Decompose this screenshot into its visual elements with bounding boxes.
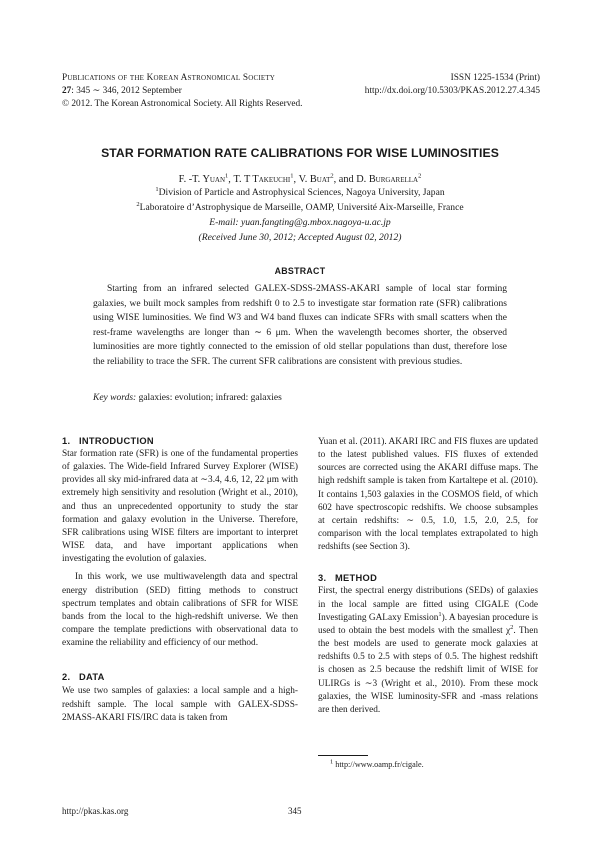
data-paragraph-continued: Yuan et al. (2011). AKARI IRC and FIS fluxes are updated to the latest published values. FIS fluxes of extended sources are corrected using the AKARI diffuse maps. The high redshift sample is taken from Kartaltepe et al. (2010). It contains 1,503 galaxies in the COSMOS field, of which 602 have spectroscopic redshifts. We choose subsamples at certain redshifts: ∼ 0.5, 1.0, 1.5, 2.0, 2.5, for comparison with the local templates extrapolated to high redshifts (see Section 3).	[318, 437, 538, 553]
issn-doi-header	[365, 72, 540, 98]
affil-marker: 1	[225, 172, 229, 180]
section-heading-data	[62, 672, 298, 682]
section-number: 2.	[62, 672, 71, 683]
author-name: T. T Takeuchi	[233, 174, 291, 185]
affil-marker: 1	[155, 185, 159, 193]
journal-header	[62, 72, 302, 111]
author-name: D. Burgarella	[356, 174, 419, 185]
separator: ,	[293, 174, 299, 185]
keywords	[93, 391, 507, 405]
doi-link[interactable]: http://dx.doi.org/10.5303/PKAS.2012.27.4.345	[364, 86, 540, 96]
footnote-marker: 1	[330, 758, 334, 766]
author-name: F. -T. Yuan	[178, 174, 226, 185]
method-text: First, the spectral energy distributions (SEDs) of galaxies in the local sample are fitted using CIGALE (Code Investigating GALaxy Emission	[318, 586, 538, 623]
affil-marker: 1	[290, 172, 294, 180]
pages-date: : 345 ∼ 346, 2012 September	[71, 86, 182, 96]
footnote	[330, 760, 424, 769]
affiliations	[0, 185, 600, 245]
method-text: ). A bayesian procedure is used to obtain the best models with the smallest χ	[318, 612, 538, 636]
page-number: 345	[288, 806, 302, 816]
keywords-label: Key words:	[93, 393, 137, 403]
method-paragraph-1	[318, 585, 538, 717]
data-paragraph-1: We use two samples of galaxies: a local sample and a high-redshift sample. The local sample with GALEX-SDSS-2MASS-AKARI FIS/IRC data is taken from	[62, 686, 298, 723]
paper-title: STAR FORMATION RATE CALIBRATIONS FOR WISE LUMINOSITIES	[101, 146, 499, 160]
method-text: . Then the best models are used to generate mock galaxies at redshifts 0.5 to 2.5 with steps of 0.5. The highest redshift is chosen as 2.5 because the redshift limit of WISE for ULIRGs is ∼3 (Wright et al., 2010). From these mock galaxies, the WISE luminosity-SFR and -mass relations are then derived.	[318, 625, 538, 715]
keywords-text: galaxies: evolution; infrared: galaxies	[136, 393, 282, 403]
footer-url[interactable]: http://pkas.kas.org	[62, 806, 129, 816]
intro-paragraph-2: In this work, we use multiwavelength data and spectral energy distribution (SED) fitting methods to construct spectrum templates and obtain calibrations of SFR for WISE bands from the local to the high-redshift universe. We then compare the template predictions with observational data to examine the reliability and efficiency of our method.	[62, 572, 298, 649]
superscript: 2	[510, 623, 514, 631]
received-dates: (Received June 30, 2012; Accepted August 02, 2012)	[198, 232, 402, 243]
issn: ISSN 1225-1534 (Print)	[450, 73, 540, 83]
footnote-link[interactable]: http://www.oamp.fr/cigale.	[333, 760, 424, 769]
section-title: METHOD	[335, 573, 378, 584]
separator: ,	[228, 174, 234, 185]
abstract-heading: ABSTRACT	[274, 266, 326, 276]
right-column	[318, 436, 538, 717]
section-heading-method	[318, 573, 538, 583]
volume-number: 27	[62, 86, 72, 96]
affiliation-text: Division of Particle and Astrophysical Sciences, Nagoya University, Japan	[158, 187, 445, 198]
copyright: © 2012. The Korean Astronomical Society. All Rights Reserved.	[62, 99, 303, 109]
affil-marker: 2	[330, 172, 334, 180]
email[interactable]: E-mail: yuan.fangting@g.mbox.nagoya-u.ac.jp	[209, 217, 391, 228]
author-name: V. Buat	[298, 174, 331, 185]
affil-marker: 2	[418, 172, 422, 180]
section-number: 1.	[62, 436, 71, 446]
affil-marker: 2	[136, 200, 140, 208]
section-heading-introduction	[62, 436, 298, 446]
section-title: DATA	[79, 672, 105, 683]
footnote-divider	[318, 755, 368, 756]
separator: , and	[333, 174, 357, 185]
affiliation-2	[0, 200, 600, 215]
intro-paragraph-1: Star formation rate (SFR) is one of the fundamental properties of galaxies. The Wide-field Infrared Survey Explorer (WISE) provides all sky mid-infrared data at ∼3.4, 4.6, 12, 22 μm with extremely high sensitivity and resolution (Wright et al., 2010), and thus an unprecedented opportunity to study the star formation and galaxy evolution in the Universe. Therefore, SFR calibrations using WISE filters are important to interpret WISE data, and have important applications when investigating the evolution of galaxies.	[62, 449, 298, 565]
section-title: INTRODUCTION	[79, 436, 154, 446]
affiliation-1	[0, 185, 600, 200]
volume-info	[62, 85, 302, 98]
affiliation-text: Laboratoire d’Astrophysique de Marseille, OAMP, Université Aix-Marseille, France	[139, 202, 464, 213]
left-column	[62, 436, 298, 725]
abstract-text: Starting from an infrared selected GALEX-SDSS-2MASS-AKARI sample of local star forming galaxies, we built mock samples from redshift 0 to 2.5 to investigate star formation rate (SFR) calibrations using WISE luminosities. We find W3 and W4 band fluxes can indicate SFRs with small scatters when the rest-frame wavelengths are longer than ∼ 6 μm. When the wavelength becomes shorter, the observed luminosities are more tightly connected to the emission of old stellar populations than dust, therefore lose the reliability to trace the SFR. The current SFR calibrations are consistent with previous studies.	[93, 284, 507, 367]
footnote-marker: 1	[438, 610, 442, 618]
section-number: 3.	[318, 573, 327, 584]
journal-name: Publications of the Korean Astronomical Society	[62, 73, 276, 83]
